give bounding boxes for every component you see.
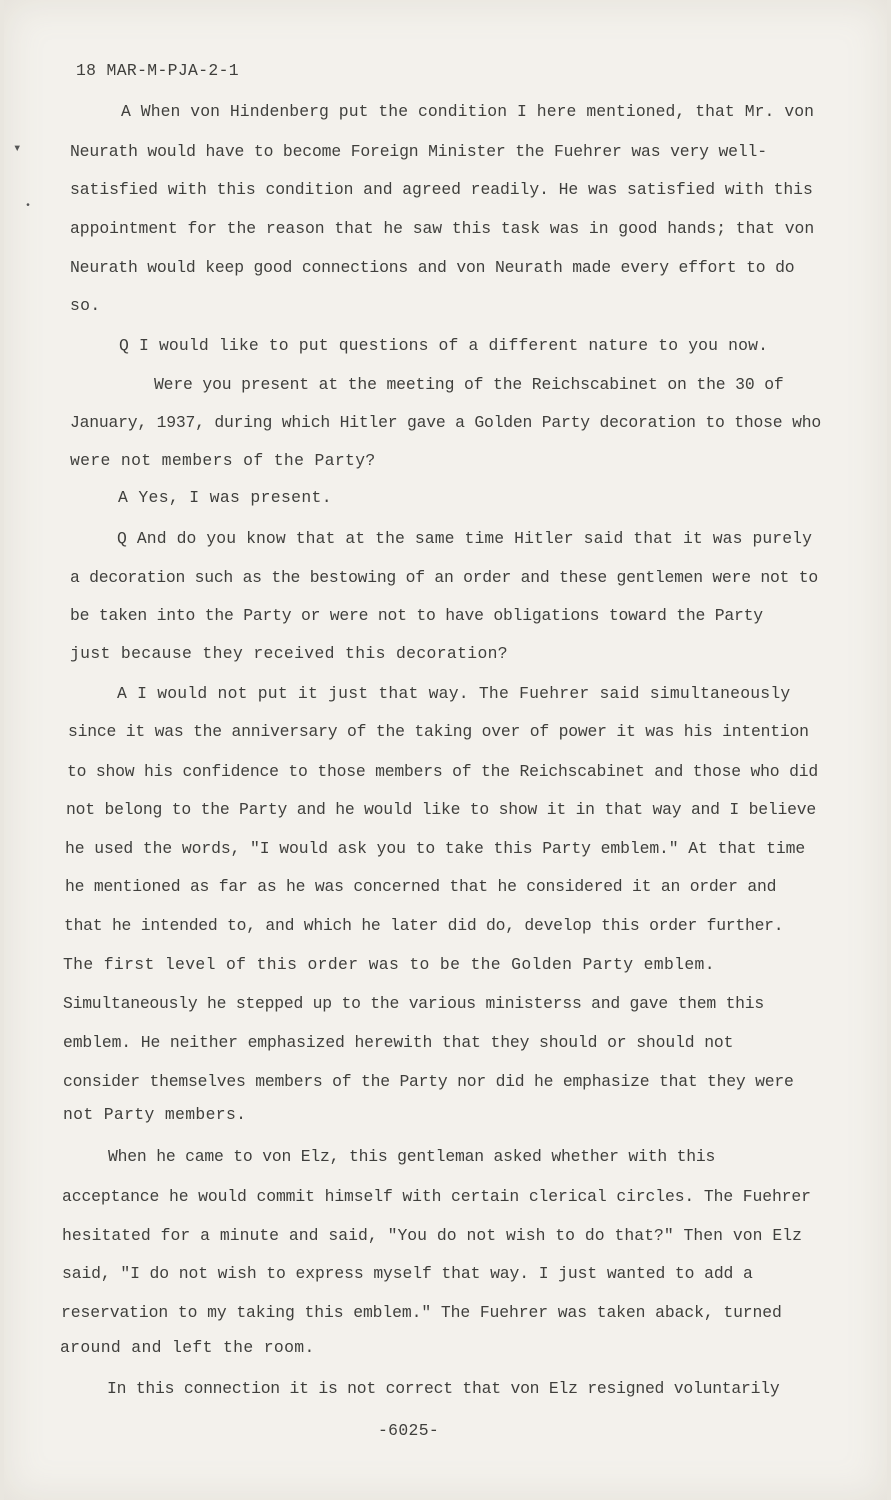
margin-mark-arrow-icon: ▾	[13, 141, 22, 157]
page-number: -6025-	[378, 1421, 440, 1440]
margin-dot-icon: •	[25, 201, 32, 212]
text-line: Neurath would keep good connections and von Neurath made every effort to do	[70, 258, 795, 277]
text-line: hesitated for a minute and said, "You do not wish to do that?" Then von Elz	[62, 1226, 802, 1245]
text-line: acceptance he would commit himself with certain clerical circles. The Fuehrer	[62, 1187, 811, 1206]
text-line: were not members of the Party?	[70, 451, 376, 470]
text-line: around and left the room.	[60, 1338, 315, 1357]
text-line: so.	[70, 296, 101, 315]
text-line: that he intended to, and which he later did do, develop this order further.	[64, 916, 784, 935]
text-line: A I would not put it just that way. The Fuehrer said simultaneously	[117, 684, 791, 703]
text-line: a decoration such as the bestowing of an order and these gentlemen were not to	[70, 568, 818, 587]
document-page	[4, 0, 887, 1500]
text-line: just because they received this decoration?	[70, 644, 508, 663]
document-reference: 18 MAR-M-PJA-2-1	[76, 61, 239, 80]
text-line: Were you present at the meeting of the Reichscabinet on the 30 of	[154, 375, 784, 394]
text-line: he mentioned as far as he was concerned that he considered it an order and	[65, 877, 777, 896]
text-line: emblem. He neither emphasized herewith that they should or should not	[63, 1033, 734, 1052]
text-line: A When von Hindenberg put the condition I here mentioned, that Mr. von	[121, 102, 815, 121]
text-line: A Yes, I was present.	[118, 488, 332, 507]
text-line: Neurath would have to become Foreign Minister the Fuehrer was very well-	[70, 142, 767, 161]
text-line: appointment for the reason that he saw this task was in good hands; that von	[70, 219, 815, 238]
text-line: since it was the anniversary of the taking over of power it was his intention	[68, 722, 809, 741]
text-line: January, 1937, during which Hitler gave a Golden Party decoration to those who	[70, 413, 821, 432]
text-line: not belong to the Party and he would like to show it in that way and I believe	[66, 800, 816, 819]
text-line: said, "I do not wish to express myself that way. I just wanted to add a	[62, 1264, 753, 1283]
text-line: Q I would like to put questions of a different nature to you now.	[119, 336, 769, 355]
text-line: be taken into the Party or were not to have obligations toward the Party	[70, 606, 763, 625]
text-line: When he came to von Elz, this gentleman asked whether with this	[108, 1147, 716, 1166]
text-line: reservation to my taking this emblem." The Fuehrer was taken aback, turned	[61, 1303, 782, 1322]
text-line: not Party members.	[63, 1105, 247, 1124]
text-line: he used the words, "I would ask you to take this Party emblem." At that time	[65, 839, 806, 858]
text-line: to show his confidence to those members of the Reichscabinet and those who did	[67, 762, 818, 781]
text-line: satisfied with this condition and agreed readily. He was satisfied with this	[70, 180, 813, 199]
text-line: Simultaneously he stepped up to the various ministerss and gave them this	[63, 994, 764, 1013]
text-line: Q And do you know that at the same time Hitler said that it was purely	[117, 529, 813, 548]
text-line: consider themselves members of the Party nor did he emphasize that they were	[63, 1072, 794, 1091]
text-line: In this connection it is not correct that von Elz resigned voluntarily	[107, 1379, 780, 1398]
text-line: The first level of this order was to be the Golden Party emblem.	[63, 955, 715, 974]
